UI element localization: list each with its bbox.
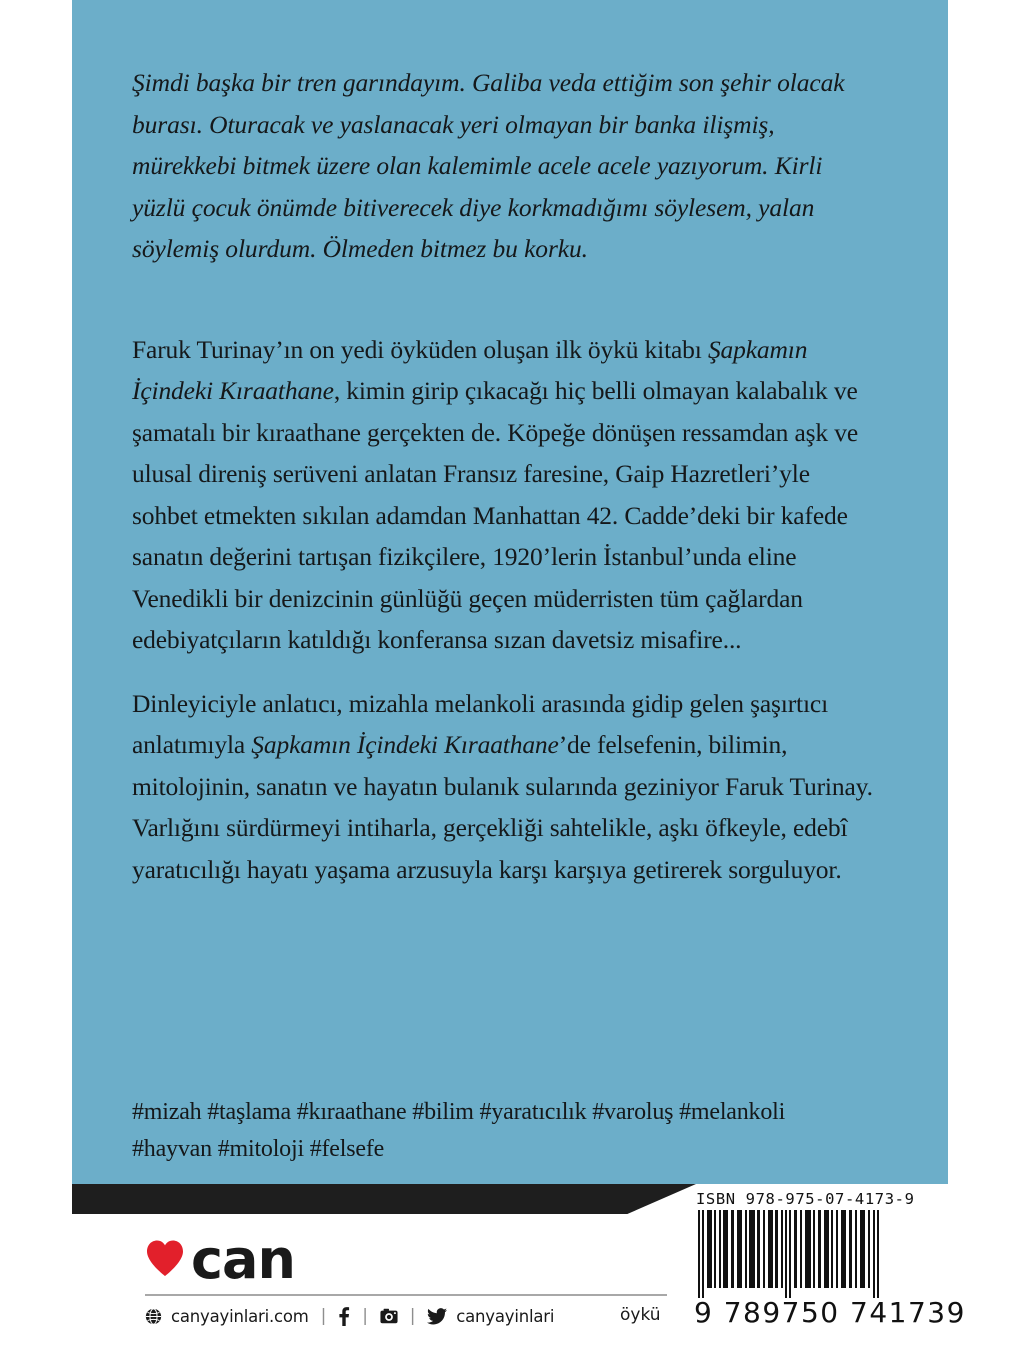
blurb-paragraph-2 — [132, 683, 874, 891]
instagram-icon[interactable] — [380, 1308, 398, 1324]
barcode-digits: 9 789750 741739 — [694, 1296, 966, 1329]
facebook-icon[interactable] — [338, 1307, 350, 1326]
social-links-row — [145, 1306, 554, 1326]
genre-label: öykü — [620, 1305, 661, 1325]
blurb-p2-text-before: Dinleyiciyle anlatıcı, mizahla melankoli arasında gidip gelen şaşırtıcı anlatımıyla — [132, 688, 829, 759]
isbn-barcode — [694, 1190, 966, 1329]
publisher-logo-text: can — [191, 1228, 295, 1291]
blurb-paragraph-1 — [132, 329, 874, 661]
heart-icon — [145, 1239, 185, 1277]
excerpt-quote: Şimdi başka bir tren garındayım. Galiba veda ettiğim son şehir olacak burası. Oturacak ve yaslanacak yeri olmayan bir banka ilişmiş, mürekkebi bitmek üzere olan kalemimle acele acele yazıyorum. Kirli yüzlü çocuk önümde bitiverecek diye korkmadığımı söylesem, yalan söylemiş olurdum. Ölmeden bitmez bu korku. — [132, 68, 845, 263]
book-title-italic-2: Şapkamın İçindeki Kıraathane — [251, 730, 559, 759]
publisher-logo — [145, 1228, 295, 1291]
social-separator-1: | — [320, 1306, 327, 1326]
website-url[interactable]: canyayinlari.com — [171, 1306, 309, 1326]
hashtag-list — [132, 1094, 892, 1168]
isbn-text: ISBN 978-975-07-4173-9 — [696, 1190, 915, 1208]
blurb-p2-text-after: ’de felsefenin, bilimin, mitolojinin, sanatın ve hayatın bulanık sularında geziniyor Faruk Turinay. Varlığını sürdürmeyi intiharla, gerçekliği sahtelikle, aşkı öfkeyle, edebî yaratıcılığı hayatı yaşama arzusuyla karşı karşıya getirerek sorguluyor. — [132, 730, 873, 884]
book-title-italic-1: Şapkamın İçindeki Kıraathane — [132, 334, 808, 405]
barcode-bars — [694, 1210, 890, 1298]
blurb-p1-text-before: Faruk Turinay’ın on yedi öyküden oluşan ilk öykü kitabı — [132, 334, 708, 364]
black-accent-band — [72, 1184, 696, 1214]
hashtag-line-1: #mizah #taşlama #kıraathane #bilim #yaratıcılık #varoluş #melankoli — [132, 1099, 786, 1125]
twitter-icon[interactable] — [427, 1308, 447, 1325]
social-separator-2: | — [362, 1306, 368, 1326]
globe-icon — [145, 1308, 162, 1325]
hashtag-line-2: #hayvan #mitoloji #felsefe — [132, 1136, 385, 1162]
social-handle[interactable]: canyayinlari — [456, 1306, 555, 1326]
blurb-p1-text-after: , kimin girip çıkacağı hiç belli olmayan kalabalık ve şamatalı bir kıraathane gerçekten de. Köpeğe dönüşen ressamdan aşk ve ulusal direniş serüveni anlatan Fransız faresine, Gaip Hazretleri’yle sohbet etmekten sıkılan adamdan Manhattan 42. Cadde’deki bir kafede sanatın değerini tartışan fizikçilere, 1920’lerin İstanbul’unda eline Venedikli bir denizcinin günlüğü geçen müderristen tüm çağlardan edebiyatçıların katıldığı konferansa sızan davetsiz misafire... — [132, 376, 859, 654]
cover-text-column — [132, 62, 874, 890]
footer-divider — [145, 1294, 667, 1296]
social-separator-3: | — [409, 1306, 416, 1326]
